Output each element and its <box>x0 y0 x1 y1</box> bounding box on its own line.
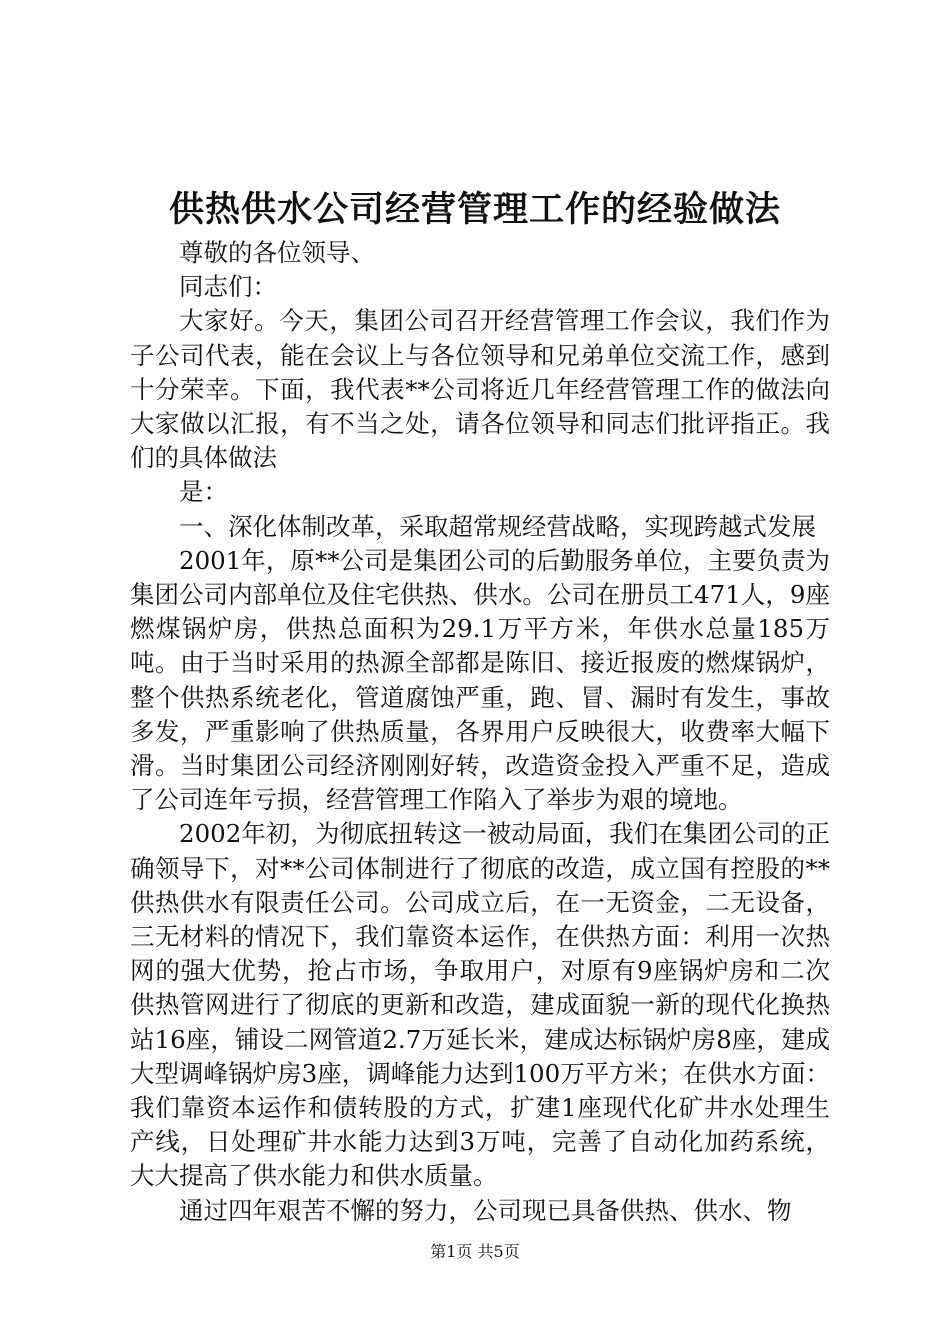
paragraph-intro: 大家好。今天，集团公司召开经营管理工作会议，我们作为子公司代表，能在会议上与各位领导和兄弟单位交流工作，感到十分荣幸。下面，我代表**公司将近几年经营管理工作的做法向大家做以汇报，有不当之处，请各位领导和同志们批评指正。我们的具体做法 <box>130 306 830 473</box>
paragraph-intro-continued: 是： <box>179 477 228 507</box>
salutation-line-1: 尊敬的各位领导、 <box>179 238 375 267</box>
paragraph-2002: 2002年初，为彻底扭转这一被动局面，我们在集团公司的正确领导下，对**公司体制进行了彻底的改造，成立国有控股的**供热供水有限责任公司。公司成立后，在一无资金，二无设备，三无材料的情况下，我们靠资本运作，在供热方面：利用一次热网的强大优势，抢占市场，争取用户，对原有9座锅炉房和二次供热管网进行了彻底的更新和改造，建成面貌一新的现代化换热站16座，铺设二网管道2.7万延长米，建成达标锅炉房8座，建成大型调峰锅炉房3座，调峰能力达到100万平方米；在供水方面：我们靠资本运作和债转股的方式，扩建1座现代化矿井水处理生产线，日处理矿井水能力达到3万吨，完善了自动化加药系统，大大提高了供水能力和供水质量。 <box>130 819 830 1191</box>
section-heading-1: 一、深化体制改革，采取超常规经营战略，实现跨越式发展 <box>179 511 816 541</box>
document-body <box>130 236 830 1228</box>
document-title: 供热供水公司经营管理工作的经验做法 <box>168 189 781 230</box>
page-number-footer: 第1页 共5页 <box>430 1242 520 1261</box>
paragraph-four-years: 通过四年艰苦不懈的努力，公司现已具备供热、供水、物 <box>179 1195 792 1225</box>
salutation-line-2: 同志们： <box>179 272 277 302</box>
paragraph-2001: 2001年，原**公司是集团公司的后勤服务单位，主要负责为集团公司内部单位及住宅供热、供水。公司在册员工471人，9座燃煤锅炉房，供热总面积为29.1万平方米，年供水总量185万吨。由于当时采用的热源全部都是陈旧、接近报废的燃煤锅炉，整个供热系统老化，管道腐蚀严重，跑、冒、漏时有发生，事故多发，严重影响了供热质量，各界用户反映很大，收费率大幅下滑。当时集团公司经济刚刚好转，改造资金投入严重不足，造成了公司连年亏损，经营管理工作陷入了举步为艰的境地。 <box>130 545 830 815</box>
